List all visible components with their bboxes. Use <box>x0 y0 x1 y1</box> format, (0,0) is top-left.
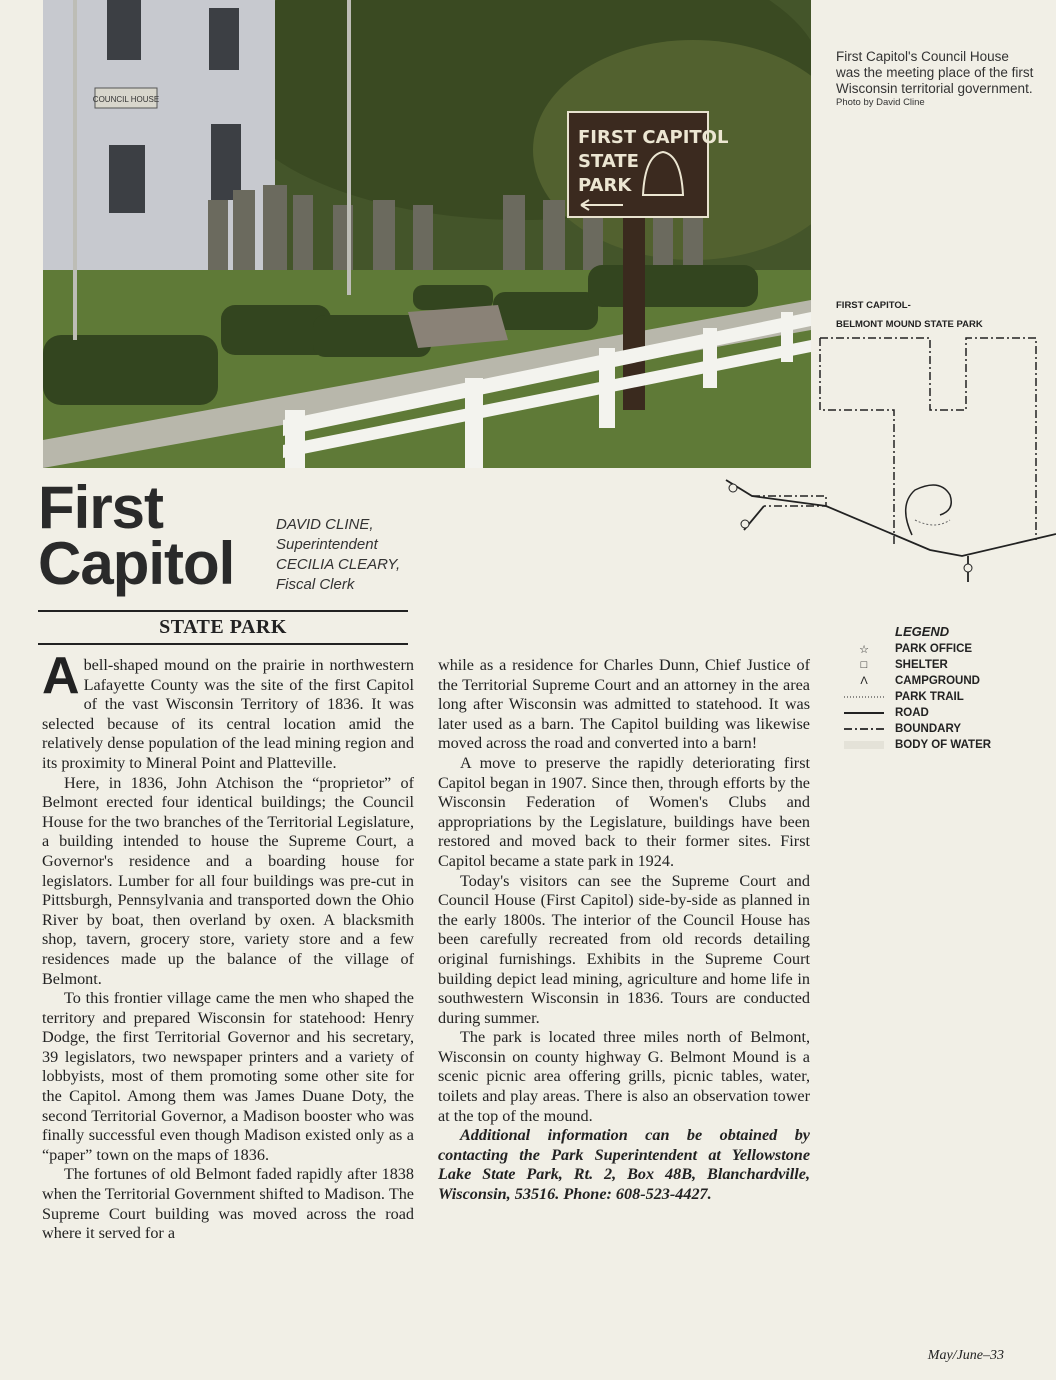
paragraph: To this frontier village came the men who shaped the territory and prepared Wisconsin for statehood: Henry Dodge, the first Territorial Governor and his secretary, 39 legislators, two newspaper printers and a variety of lobbyists, most of them promoting some other site for the Capitol. Among them was James Duane Doty, the second Territorial Governor, a Madison booster who was finally successful even though Madison existed only as a “paper” town on the maps of 1836. <box>42 989 414 1164</box>
author-2-role: Fiscal Clerk <box>276 576 355 593</box>
highway-marker-icon <box>741 520 749 528</box>
drop-cap: A <box>42 647 80 705</box>
title-rule-bottom <box>38 643 408 645</box>
title-rule-top <box>38 610 408 612</box>
legend-item: ☆ PARK OFFICE <box>838 641 991 657</box>
article-column-2 <box>438 656 810 1205</box>
boundary-line-icon <box>838 726 890 732</box>
sign-line-1: FIRST CAPITOL <box>578 127 729 148</box>
article-column-1 <box>42 647 414 1244</box>
park-road-loop <box>906 485 952 535</box>
paragraph: Abell-shaped mound on the prairie in northwestern Lafayette County was the site of the first Capitol of the vast Wisconsin Territory of 1836. It was selected because of its central location amid the relatively dense population of the lead mining region and its proximity to Mineral Point and Platteville. <box>42 647 414 772</box>
legend-item: □ SHELTER <box>838 657 991 673</box>
author-2: CECILIA CLEARY, <box>276 556 401 573</box>
park-boundary <box>752 338 1036 545</box>
photo-illustration <box>43 0 811 468</box>
campground-icon: Λ <box>860 675 868 687</box>
contact-info: Additional information can be obtained by contacting the Park Superintendent at Yellowstone Lake State Park, Rt. 2, Box 48B, Blanchardville, Wisconsin, 53516. Phone: 608-523-4427. <box>438 1126 810 1204</box>
park-photo <box>43 0 811 468</box>
building-sign: COUNCIL HOUSE <box>92 95 160 104</box>
sign-line-2: STATE <box>578 151 639 172</box>
paragraph: The fortunes of old Belmont faded rapidly after 1838 when the Territorial Government shifted to Madison. The Supreme Court building was moved across the road where it served for a <box>42 1165 414 1243</box>
photo-caption <box>836 49 1036 108</box>
legend-item: BODY OF WATER <box>838 737 991 753</box>
legend-item: ROAD <box>838 705 991 721</box>
legend-heading: LEGEND <box>895 624 950 639</box>
caption-text: First Capitol's Council House was the meeting place of the first Wisconsin territorial government. <box>836 49 1034 96</box>
legend-item: Λ CAMPGROUND <box>838 673 991 689</box>
highway-marker-icon <box>964 564 972 572</box>
title-line-2: Capitol <box>38 530 235 597</box>
author-1: DAVID CLINE, <box>276 516 374 533</box>
water-swatch-icon <box>838 740 890 750</box>
paragraph: The park is located three miles north of Belmont, Wisconsin on county highway G. Belmont Mound is a scenic picnic area offering grills, picnic tables, water, toilets and play areas. There is also an observation tower at the top of the mound. <box>438 1028 810 1125</box>
highway-marker-icon <box>729 484 737 492</box>
star-icon: ☆ <box>859 643 869 656</box>
paragraph: Today's visitors can see the Supreme Court and Council House (First Capitol) side-by-side as planned in the early 1800s. The interior of the Council House has been carefully recreated from old records detailing original furnishings. Exhibits in the Supreme Court building depict lead mining, agriculture and home life in southwestern Wisconsin in 1836. Tours are conducted during summer. <box>438 871 810 1027</box>
paragraph: A move to preserve the rapidly deteriorating first Capitol began in 1907. Since then, through efforts by the Wisconsin Federation of Women's Clubs and appropriations by the Legislature, buildings have been restored and moved back to their former sites. First Capitol became a state park in 1924. <box>438 753 810 870</box>
legend-item: PARK TRAIL <box>838 689 991 705</box>
page-folio: May/June–33 <box>927 1348 1004 1363</box>
map-title-line-1: FIRST CAPITOL- <box>836 300 911 311</box>
sign-line-3: PARK <box>578 175 632 196</box>
shelter-icon: □ <box>860 659 868 671</box>
author-1-role: Superintendent <box>276 536 378 553</box>
park-trail <box>915 520 950 525</box>
road-line-icon <box>838 710 890 716</box>
byline <box>276 515 426 595</box>
paragraph: while as a residence for Charles Dunn, Chief Justice of the Territorial Supreme Court and an attorney in the area long after Wisconsin was admitted to statehood. It was later used as a barn. The Capitol building was likewise moved across the road and converted into a barn! <box>438 656 810 753</box>
subhead: STATE PARK <box>159 616 287 638</box>
paragraph: Here, in 1836, John Atchison the “proprietor” of Belmont erected four identical buildings; the Council House for the two branches of the Territorial Legislature, a building intended to house the Supreme Court, a Governor's residence and a boarding house for legislators. Lumber for all four buildings was pre-cut in Pittsburgh, Pennsylvania and transported down the Ohio River by boat, then overland by oxen. A blacksmith shop, tavern, grocery store, variety store and a few residences made up the balance of the village of Belmont. <box>42 773 414 988</box>
title-line-1: First <box>38 474 164 541</box>
trail-line-icon <box>838 694 890 700</box>
photo-credit: Photo by David Cline <box>836 97 925 108</box>
park-map <box>700 320 1056 590</box>
legend-item: BOUNDARY <box>838 721 991 737</box>
map-title-line-2: BELMONT MOUND STATE PARK <box>836 319 983 330</box>
article-title <box>38 474 235 597</box>
map-legend <box>838 624 991 753</box>
